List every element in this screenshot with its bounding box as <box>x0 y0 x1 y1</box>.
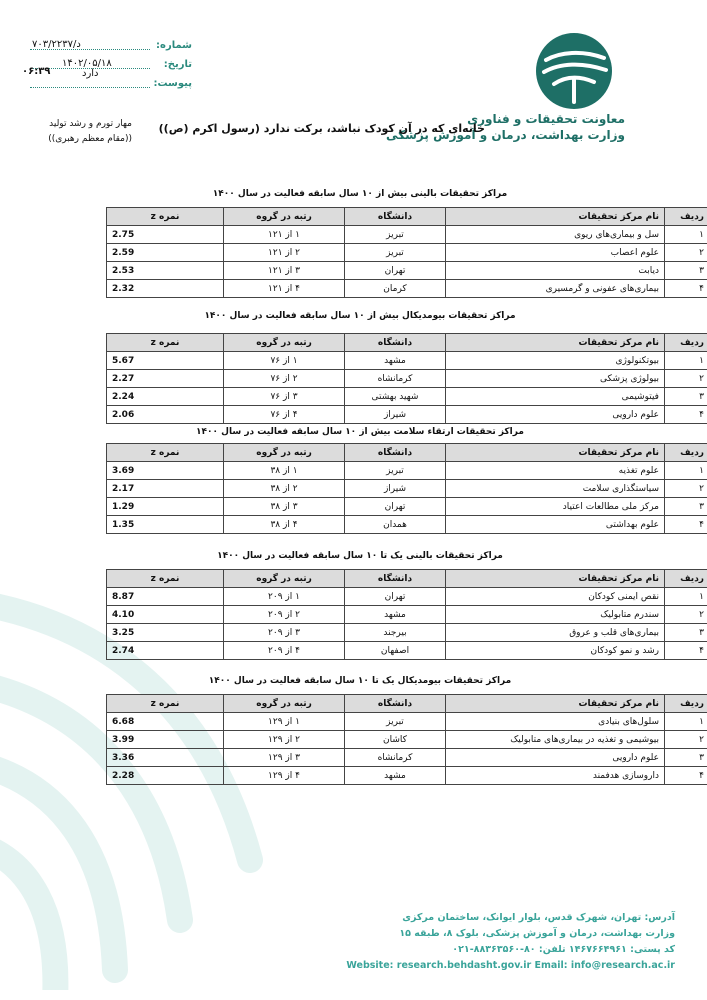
date-label: تاریخ: <box>163 59 192 70</box>
cell-uni: شیراز <box>345 480 446 498</box>
column-header-idx: ردیف <box>665 695 707 713</box>
cell-z: 2.28 <box>107 767 224 785</box>
cell-idx: ۴ <box>665 516 707 534</box>
table-row <box>107 498 707 516</box>
cell-uni: تبریز <box>345 226 446 244</box>
column-header-z: نمره z <box>107 444 224 462</box>
cell-rank: ۳ از ۷۶ <box>224 388 345 406</box>
cell-uni: کرمانشاه <box>345 749 446 767</box>
cell-rank: ۳ از ۱۲۱ <box>224 262 345 280</box>
cell-idx: ۲ <box>665 606 707 624</box>
cell-z: 2.24 <box>107 388 224 406</box>
attachment-value: دارد <box>82 68 99 79</box>
ranking-table <box>106 333 707 424</box>
column-header-z: نمره z <box>107 334 224 352</box>
cell-name: علوم دارویی <box>446 406 665 424</box>
cell-name: علوم بهداشتی <box>446 516 665 534</box>
column-header-name: نام مرکز تحقیقات <box>446 695 665 713</box>
cell-uni: مشهد <box>345 352 446 370</box>
column-header-rank: رتبه در گروه <box>224 444 345 462</box>
table-row <box>107 280 707 298</box>
column-header-rank: رتبه در گروه <box>224 208 345 226</box>
cell-name: بیوشیمی و تغذیه در بیماری‌های متابولیک <box>446 731 665 749</box>
cell-uni: تهران <box>345 262 446 280</box>
column-header-name: نام مرکز تحقیقات <box>446 208 665 226</box>
cell-uni: کرمان <box>345 280 446 298</box>
cell-name: سندرم متابولیک <box>446 606 665 624</box>
cell-name: بیماری‌های قلب و عروق <box>446 624 665 642</box>
cell-rank: ۱ از ۳۸ <box>224 462 345 480</box>
column-header-rank: رتبه در گروه <box>224 570 345 588</box>
section-title: مراکز تحقیقات بالینی یک تا ۱۰ سال سابقه فعالیت در سال ۱۴۰۰ <box>217 551 503 561</box>
table-row <box>107 516 707 534</box>
cell-name: دیابت <box>446 262 665 280</box>
cell-uni: مشهد <box>345 606 446 624</box>
cell-name: بیماری‌های عفونی و گرمسیری <box>446 280 665 298</box>
cell-idx: ۱ <box>665 352 707 370</box>
cell-rank: ۳ از ۳۸ <box>224 498 345 516</box>
table-row <box>107 388 707 406</box>
slogan-line-2: ((مقام معظم رهبری)) <box>48 134 132 144</box>
cell-rank: ۳ از ۱۲۹ <box>224 749 345 767</box>
org-line-1: معاونت تحقیقات و فناوری <box>467 112 625 126</box>
column-header-uni: دانشگاه <box>345 695 446 713</box>
cell-uni: تبریز <box>345 244 446 262</box>
footer-address-2: وزارت بهداشت، درمان و آموزش پزشکی، بلوک ۸، طبقه ۱۵ <box>399 928 675 939</box>
attachment-label: پیوست: <box>153 78 192 89</box>
cell-idx: ۲ <box>665 731 707 749</box>
table-row <box>107 588 707 606</box>
table-row <box>107 226 707 244</box>
column-header-rank: رتبه در گروه <box>224 334 345 352</box>
cell-uni: مشهد <box>345 767 446 785</box>
cell-rank: ۲ از ۲۰۹ <box>224 606 345 624</box>
cell-rank: ۱ از ۱۲۱ <box>224 226 345 244</box>
cell-rank: ۲ از ۳۸ <box>224 480 345 498</box>
table-row <box>107 370 707 388</box>
cell-z: 1.35 <box>107 516 224 534</box>
cell-name: بیولوژی پزشکی <box>446 370 665 388</box>
cell-rank: ۴ از ۲۰۹ <box>224 642 345 660</box>
cell-name: داروسازی هدفمند <box>446 767 665 785</box>
cell-idx: ۳ <box>665 498 707 516</box>
cell-uni: شهید بهشتی <box>345 388 446 406</box>
column-header-z: نمره z <box>107 695 224 713</box>
slogan-line-1: مهار تورم و رشد تولید <box>49 119 132 129</box>
table-row <box>107 642 707 660</box>
cell-name: سیاستگذاری سلامت <box>446 480 665 498</box>
cell-idx: ۲ <box>665 244 707 262</box>
number-label: شماره: <box>156 40 192 51</box>
table-row <box>107 606 707 624</box>
cell-idx: ۳ <box>665 749 707 767</box>
column-header-idx: ردیف <box>665 208 707 226</box>
cell-name: رشد و نمو کودکان <box>446 642 665 660</box>
column-header-rank: رتبه در گروه <box>224 695 345 713</box>
column-header-idx: ردیف <box>665 334 707 352</box>
cell-uni: تهران <box>345 498 446 516</box>
cell-z: 3.36 <box>107 749 224 767</box>
table-header-row <box>107 334 707 352</box>
cell-idx: ۴ <box>665 642 707 660</box>
cell-z: 5.67 <box>107 352 224 370</box>
column-header-uni: دانشگاه <box>345 570 446 588</box>
cell-name: بیوتکنولوژی <box>446 352 665 370</box>
table-header-row <box>107 695 707 713</box>
table-row <box>107 624 707 642</box>
table-row <box>107 352 707 370</box>
cell-idx: ۲ <box>665 370 707 388</box>
cell-name: سلول‌های بنیادی <box>446 713 665 731</box>
column-header-name: نام مرکز تحقیقات <box>446 444 665 462</box>
footer-postal-phone: کد پستی: ۱۴۶۷۶۶۴۹۶۱ تلفن: ۸۰-۸۸۳۶۳۵۶۰-۰۲۱ <box>452 944 675 955</box>
cell-uni: بیرجند <box>345 624 446 642</box>
cell-rank: ۲ از ۱۲۹ <box>224 731 345 749</box>
cell-name: سل و بیماری‌های ریوی <box>446 226 665 244</box>
cell-z: 3.25 <box>107 624 224 642</box>
cell-idx: ۴ <box>665 406 707 424</box>
org-line-2: وزارت بهداشت، درمان و آموزش پزشکی <box>386 128 625 142</box>
cell-uni: تبریز <box>345 462 446 480</box>
number-value: د/۷۰۳/۲۲۳۷ <box>32 39 81 50</box>
table-row <box>107 749 707 767</box>
table-header-row <box>107 570 707 588</box>
time-value: ۰۶:۳۹ <box>22 66 51 77</box>
cell-rank: ۱ از ۲۰۹ <box>224 588 345 606</box>
section-title: مراکز تحقیقات بیومدیکال یک تا ۱۰ سال سابقه فعالیت در سال ۱۴۰۰ <box>208 676 512 686</box>
meta-number-row <box>22 40 192 59</box>
cell-uni: اصفهان <box>345 642 446 660</box>
cell-z: 1.29 <box>107 498 224 516</box>
column-header-uni: دانشگاه <box>345 208 446 226</box>
dotted-line <box>30 87 150 88</box>
ministry-logo <box>520 30 628 112</box>
cell-z: 2.27 <box>107 370 224 388</box>
cell-z: 8.87 <box>107 588 224 606</box>
column-header-idx: ردیف <box>665 444 707 462</box>
cell-name: علوم تغذیه <box>446 462 665 480</box>
cell-rank: ۱ از ۷۶ <box>224 352 345 370</box>
cell-uni: همدان <box>345 516 446 534</box>
cell-idx: ۳ <box>665 624 707 642</box>
table-row <box>107 462 707 480</box>
cell-z: 2.06 <box>107 406 224 424</box>
cell-idx: ۱ <box>665 588 707 606</box>
cell-name: علوم اعصاب <box>446 244 665 262</box>
cell-idx: ۱ <box>665 713 707 731</box>
table-row <box>107 731 707 749</box>
section-title: مراکز تحقیقات بالینی بیش از ۱۰ سال سابقه فعالیت در سال ۱۴۰۰ <box>212 189 508 199</box>
column-header-uni: دانشگاه <box>345 444 446 462</box>
column-header-name: نام مرکز تحقیقات <box>446 334 665 352</box>
cell-rank: ۴ از ۱۲۹ <box>224 767 345 785</box>
ranking-table <box>106 443 707 534</box>
cell-rank: ۱ از ۱۲۹ <box>224 713 345 731</box>
cell-z: 2.75 <box>107 226 224 244</box>
cell-name: فیتوشیمی <box>446 388 665 406</box>
cell-rank: ۲ از ۱۲۱ <box>224 244 345 262</box>
table-header-row <box>107 444 707 462</box>
quote: خانه‌ای که در آن کودک نباشد، برکت ندارد (رسول اکرم (ص)) <box>158 122 485 135</box>
cell-idx: ۴ <box>665 280 707 298</box>
ranking-table <box>106 694 707 785</box>
table-row <box>107 262 707 280</box>
cell-rank: ۳ از ۲۰۹ <box>224 624 345 642</box>
cell-rank: ۴ از ۱۲۱ <box>224 280 345 298</box>
cell-uni: کاشان <box>345 731 446 749</box>
cell-z: 2.59 <box>107 244 224 262</box>
cell-z: 2.32 <box>107 280 224 298</box>
column-header-z: نمره z <box>107 570 224 588</box>
cell-idx: ۱ <box>665 462 707 480</box>
table-row <box>107 713 707 731</box>
table-row <box>107 480 707 498</box>
cell-uni: تهران <box>345 588 446 606</box>
table-row <box>107 406 707 424</box>
cell-idx: ۳ <box>665 262 707 280</box>
cell-z: 2.17 <box>107 480 224 498</box>
cell-uni: کرمانشاه <box>345 370 446 388</box>
cell-rank: ۴ از ۷۶ <box>224 406 345 424</box>
cell-idx: ۴ <box>665 767 707 785</box>
cell-name: نقص ایمنی کودکان <box>446 588 665 606</box>
cell-z: 3.99 <box>107 731 224 749</box>
table-row <box>107 244 707 262</box>
cell-z: 6.68 <box>107 713 224 731</box>
ranking-table <box>106 569 707 660</box>
cell-name: علوم دارویی <box>446 749 665 767</box>
column-header-z: نمره z <box>107 208 224 226</box>
column-header-idx: ردیف <box>665 570 707 588</box>
cell-uni: شیراز <box>345 406 446 424</box>
cell-rank: ۴ از ۳۸ <box>224 516 345 534</box>
cell-name: مرکز ملی مطالعات اعتیاد <box>446 498 665 516</box>
section-title: مراکز تحقیقات بیومدیکال بیش از ۱۰ سال سابقه فعالیت در سال ۱۴۰۰ <box>204 311 516 321</box>
footer-address-1: آدرس: تهران، شهرک قدس، بلوار ایوانک، ساختمان مرکزی <box>402 912 675 923</box>
cell-rank: ۲ از ۷۶ <box>224 370 345 388</box>
footer-contact <box>345 910 675 974</box>
cell-idx: ۳ <box>665 388 707 406</box>
section-title: مراکز تحقیقات ارتقاء سلامت بیش از ۱۰ سال سابقه فعالیت در سال ۱۴۰۰ <box>196 427 524 437</box>
cell-z: 3.69 <box>107 462 224 480</box>
table-row <box>107 767 707 785</box>
cell-z: 2.74 <box>107 642 224 660</box>
date-value: ۱۴۰۲/۰۵/۱۸ <box>62 58 112 69</box>
column-header-uni: دانشگاه <box>345 334 446 352</box>
cell-z: 4.10 <box>107 606 224 624</box>
table-header-row <box>107 208 707 226</box>
cell-uni: تبریز <box>345 713 446 731</box>
cell-idx: ۲ <box>665 480 707 498</box>
cell-idx: ۱ <box>665 226 707 244</box>
ranking-table <box>106 207 707 298</box>
column-header-name: نام مرکز تحقیقات <box>446 570 665 588</box>
cell-z: 2.53 <box>107 262 224 280</box>
footer-web-email: Website: research.behdasht.gov.ir Email: info@research.ac.ir <box>346 960 675 971</box>
